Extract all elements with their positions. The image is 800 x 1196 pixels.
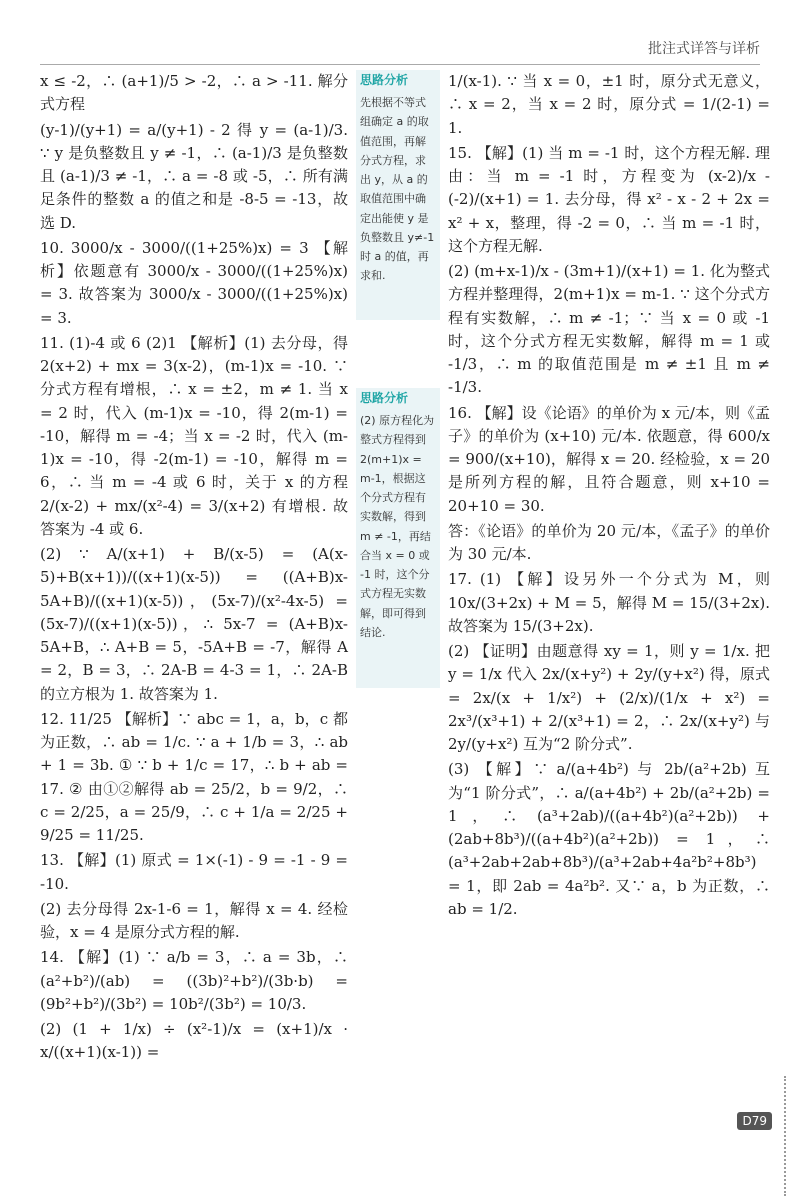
text-block: (2) ∵ A/(x+1) + B/(x-5) = (A(x-5)+B(x+1))/((x+1)(x-5)) = ((A+B)x-5A+B)/((x+1)(x-5))，(5x-7)/(x²-4x-5) = (5x-7)/((x+1)(x-5))，∴ 5x-7 = (A+B)x-5A+B，∴ A+B = 5，-5A+B = -7，解得 A = 2，B = 3，∴ 2A-B = 4-3 = 1，∴ 2A-B 的立方根为 1. 故答案为 1. bbox=[40, 545, 348, 703]
page-header-title: 批注式详答与详析 bbox=[648, 41, 760, 57]
analysis-note-title: 思路分析 bbox=[360, 391, 409, 405]
text-block: (2) (m+x-1)/x - (3m+1)/(x+1) = 1. 化为整式方程并整理得，2(m+1)x = m-1. ∵ 这个分式方程有实数解，∴ m ≠ -1；∵ 当 x = 0 或 -1 时，这个分式方程无实数解，解得 m = 1 或 -1/3，∴ m 的取值范围是 m ≠ ±1 且 m ≠ -1/3. bbox=[448, 262, 770, 397]
text-block: (2) (1 + 1/x) ÷ (x²-1)/x = (x+1)/x · x/((x+1)(x-1)) = bbox=[40, 1020, 348, 1062]
analysis-note-1 bbox=[356, 70, 440, 320]
analysis-note-text: (2) 原方程化为整式方程得到 2(m+1)x = m-1，根据这个分式方程有实数解，得到 m ≠ -1，再结合当 x = 0 或 -1 时，这个分式方程无实数解，即可得到结论. bbox=[360, 414, 435, 639]
text-block: 12. 11/25 【解析】∵ abc = 1，a，b，c 都为正数，∴ ab = 1/c. ∵ a + 1/b = 3，∴ ab + 1 = 3b. ① ∵ b + 1/c = 17，∴ b + ab = 17. ② 由①②解得 ab = 25/2，b = 9/2，∴ c = 2/25，a = 25/9，∴ c + 1/a = 2/25 + 9/25 = 11/25. bbox=[40, 709, 348, 844]
analysis-note-text: 先根据不等式组确定 a 的取值范围，再解分式方程，求出 y，从 a 的取值范围中确定出能使 y 是负整数且 y≠-1 时 a 的值，再求和. bbox=[360, 96, 435, 283]
text-block: (y-1)/(y+1) = a/(y+1) - 2 得 y = (a-1)/3. ∵ y 是负整数且 y ≠ -1，∴ (a-1)/3 是负整数且 (a-1)/3 ≠ -1，∴ a = -8 或 -5，∴ 所有满足条件的整数 a 的值之和是 -8-5 = -13，故选 D. bbox=[40, 120, 348, 232]
text-block: 答：《论语》的单价为 20 元/本，《孟子》的单价为 30 元/本. bbox=[448, 521, 770, 563]
text-block: 14. 【解】(1) ∵ a/b = 3，∴ a = 3b，∴ (a²+b²)/(ab) = ((3b)²+b²)/(3b·b) = (9b²+b²)/(3b²) = 10b²/(3b²) = 10/3. bbox=[40, 948, 348, 1013]
text-block: (2) 去分母得 2x-1-6 = 1，解得 x = 4. 经检验，x = 4 是原分式方程的解. bbox=[40, 899, 348, 941]
right-column bbox=[448, 70, 770, 923]
header-divider bbox=[40, 64, 760, 65]
text-block: 17. (1) 【解】设另外一个分式为 M，则 10x/(3+2x) + M = 5，解得 M = 15/(3+2x). 故答案为 15/(3+2x). bbox=[448, 570, 770, 635]
page-number-badge: D79 bbox=[737, 1112, 772, 1130]
text-block: x ≤ -2，∴ (a+1)/5 > -2，∴ a > -11. 解分式方程 bbox=[40, 72, 348, 114]
text-block: (2) 【证明】由题意得 xy = 1，则 y = 1/x. 把 y = 1/x 代入 2x/(x+y²) + 2y/(y+x²) 得，原式 = 2x/(x + 1/x²) + (2/x)/(1/x + x²) = 2x³/(x³+1) + 2/(x³+1) = 2，∴ 2x/(x+y²) 与 2y/(y+x²) 互为“2 阶分式”. bbox=[448, 642, 770, 753]
text-block: 11. (1)-4 或 6 (2)1 【解析】(1) 去分母，得 2(x+2) + mx = 3(x-2)，(m-1)x = -10. ∵ 分式方程有增根，∴ x = ±2，m ≠ 1. 当 x = 2 时，代入 (m-1)x = -10，得 2(m-1) = -10，解得 m = -4；当 x = -2 时，代入 (m-1)x = -10，得 -2(m-1) = -10，解得 m = 6，∴ 当 m = -4 或 6 时，关于 x 的方程 2/(x-2) + mx/(x²-4) = 3/(x+2) 有增根. 故答案为 -4 或 6. bbox=[40, 333, 348, 538]
analysis-note-title: 思路分析 bbox=[360, 73, 409, 87]
text-block: 13. 【解】(1) 原式 = 1×(-1) - 9 = -1 - 9 = -10. bbox=[40, 851, 348, 893]
text-block: 16. 【解】设《论语》的单价为 x 元/本，则《孟子》的单价为 (x+10) 元/本. 依题意，得 600/x = 900/(x+10)，解得 x = 20. 经检验，x = 20 是所列方程的解，且符合题意，则 x+10 = 20+10 = 30. bbox=[448, 403, 770, 515]
text-block: 1/(x-1). ∵ 当 x = 0，±1 时，原分式无意义，∴ x = 2，当 x = 2 时，原分式 = 1/(2-1) = 1. bbox=[448, 72, 770, 137]
analysis-note-2 bbox=[356, 388, 440, 688]
text-block: 15. 【解】(1) 当 m = -1 时，这个方程无解. 理由：当 m = -1 时，方程变为 (x-2)/x - (-2)/(x+1) = 1. 去分母，得 x² - x - 2 + 2x = x² + x，整理，得 -2 = 0，∴ 当 m = -1 时，这个方程无解. bbox=[448, 143, 770, 255]
left-column bbox=[40, 70, 348, 1067]
text-block: 10. 3000/x - 3000/((1+25%)x) = 3 【解析】依题意有 3000/x - 3000/((1+25%)x) = 3. 故答案为 3000/x - 3000/((1+25%)x) = 3. bbox=[40, 238, 348, 327]
text-block: (3) 【解】∵ a/(a+4b²) 与 2b/(a²+2b) 互为“1 阶分式”，∴ a/(a+4b²) + 2b/(a²+2b) = 1，∴ (a³+2ab)/((a+4b²)(a²+2b)) + (2ab+8b³)/((a+4b²)(a²+2b)) = 1，∴ (a³+2ab+2ab+8b³)/(a³+2ab+4a²b²+8b³) = 1，即 2ab = 4a²b². 又∵ a，b 为正数，∴ ab = 1/2. bbox=[448, 760, 770, 918]
page-edge-dots bbox=[766, 1076, 786, 1196]
